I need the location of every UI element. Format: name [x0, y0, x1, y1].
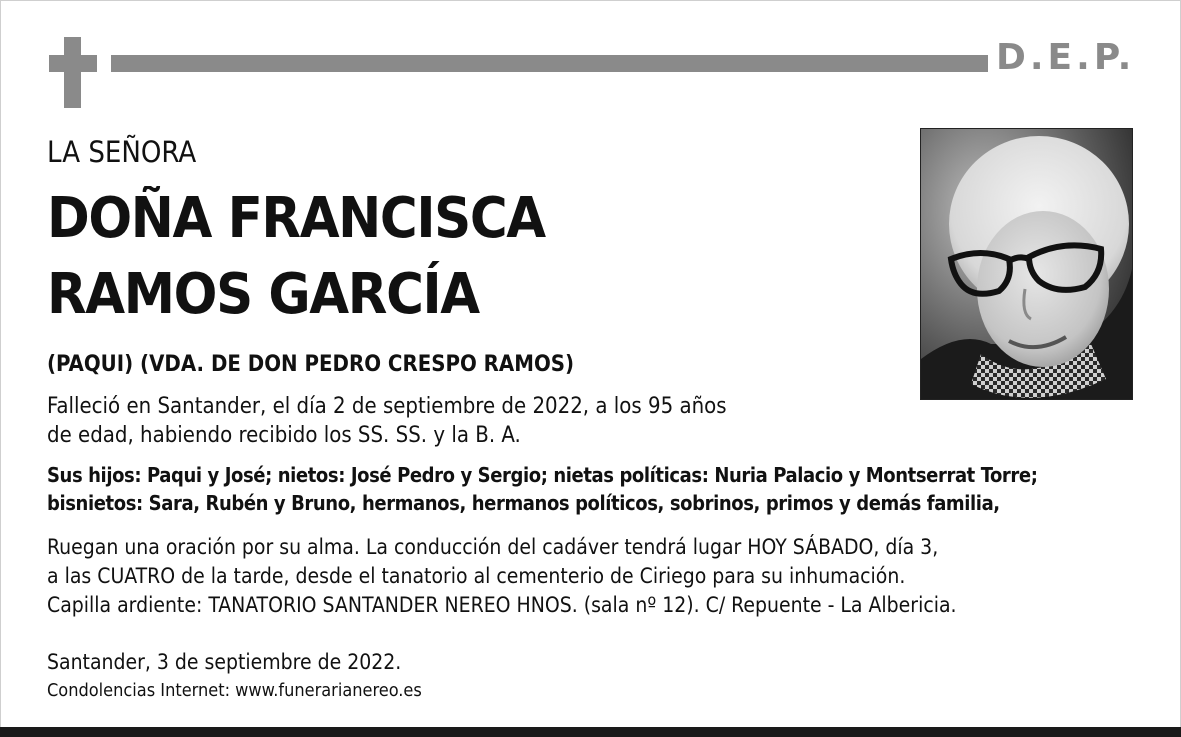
honorific-prefix: LA SEÑORA	[47, 135, 197, 169]
header-rule	[111, 55, 988, 72]
family-list	[47, 461, 1038, 517]
portrait-photo	[920, 128, 1133, 400]
portrait-illustration	[921, 129, 1132, 399]
dateline: Santander, 3 de septiembre de 2022.	[47, 650, 402, 674]
service-line: a las CUATRO de la tarde, desde el tanatorio al cementerio de Ciriego para su inhumación.	[47, 564, 906, 588]
death-notice-line: de edad, habiendo recibido los SS. SS. y la B. A.	[47, 423, 521, 448]
death-notice	[47, 392, 727, 450]
deceased-alias: (PAQUI) (VDA. DE DON PEDRO CRESPO RAMOS)	[47, 352, 575, 377]
dep-label: D.E.P.	[996, 37, 1136, 78]
deceased-name-line2: RAMOS GARCÍA	[47, 262, 479, 327]
condolences-link[interactable]: Condolencias Internet: www.funerarianereo.es	[47, 680, 422, 701]
service-line: Capilla ardiente: TANATORIO SANTANDER NEREO HNOS. (sala nº 12). C/ Repuente - La Albericia.	[47, 593, 957, 617]
family-line: bisnietos: Sara, Rubén y Bruno, hermanos, hermanos políticos, sobrinos, primos y demás familia,	[47, 491, 1000, 515]
bottom-rule	[0, 727, 1181, 737]
death-notice-line: Falleció en Santander, el día 2 de septiembre de 2022, a los 95 años	[47, 394, 727, 419]
cross-horizontal-bar	[49, 55, 97, 72]
family-line: Sus hijos: Paqui y José; nietos: José Pedro y Sergio; nietas políticas: Nuria Palacio y Montserrat Torre;	[47, 463, 1038, 487]
service-line: Ruegan una oración por su alma. La conducción del cadáver tendrá lugar HOY SÁBADO, día 3,	[47, 535, 939, 559]
service-details	[47, 533, 957, 620]
cross-vertical-bar	[64, 37, 81, 108]
deceased-name-line1: DOÑA FRANCISCA	[47, 186, 545, 251]
